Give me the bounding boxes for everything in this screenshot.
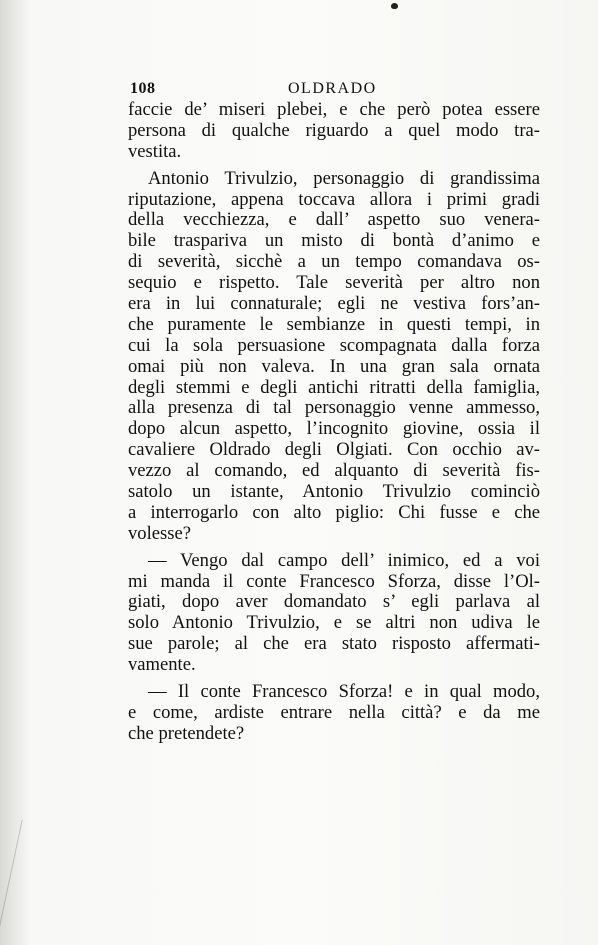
text-line: faccie de’ miseri plebei, e che però potea essere xyxy=(128,99,540,120)
text-line: alla presenza di tal personaggio venne ammesso, xyxy=(128,397,540,419)
text-line: sequio e rispetto. Tale severità per altro non xyxy=(128,272,540,294)
paragraph xyxy=(128,682,540,745)
text-line: Antonio Trivulzio, personaggio di grandissima xyxy=(148,167,540,189)
page-number: 108 xyxy=(130,80,156,97)
text-line: che puramente le sembianze in questi tempi, in xyxy=(128,313,540,335)
text-line: sue parole; al che era stato risposto affermati- xyxy=(128,633,540,655)
body-text xyxy=(128,100,540,745)
text-line: che pretendete? xyxy=(128,722,245,744)
text-line: di severità, sicchè a un tempo comandava os- xyxy=(128,251,540,273)
text-line: cui la sola persuasione scompagnata dalla forza xyxy=(128,334,540,356)
text-line: degli stemmi e degli antichi ritratti della famiglia, xyxy=(128,376,540,398)
text-line: solo Antonio Trivulzio, e se altri non udiva le xyxy=(128,612,540,634)
text-line: dopo alcun aspetto, l’incognito giovine, ossia il xyxy=(128,418,540,440)
text-line: mi manda il conte Francesco Sforza, disse l’Ol- xyxy=(128,570,540,592)
text-line: era in lui connaturale; egli ne vestiva fors’an- xyxy=(128,293,540,315)
paragraph xyxy=(128,100,540,163)
binding-shadow xyxy=(0,0,30,945)
text-line: omai più non valeva. In una gran sala ornata xyxy=(128,355,540,377)
text-line: volesse? xyxy=(128,522,191,544)
text-line: bile traspariva un misto di bontà d’animo e xyxy=(128,230,540,252)
text-line: vestita. xyxy=(128,140,182,162)
page-header xyxy=(130,80,540,100)
text-line: riputazione, appena toccava allora i primi gradi xyxy=(128,188,540,210)
ink-blot-mark xyxy=(391,3,398,9)
text-line: — Il conte Francesco Sforza! e in qual modo, xyxy=(148,681,540,703)
text-line: cavaliere Oldrado degli Olgiati. Con occhio av- xyxy=(128,439,540,461)
text-line: persona di qualche riguardo a quel modo tra- xyxy=(128,119,540,141)
paragraph xyxy=(128,169,540,545)
text-line: satolo un istante, Antonio Trivulzio cominciò xyxy=(128,481,540,503)
running-head: OLDRADO xyxy=(288,80,377,97)
text-line: vamente. xyxy=(128,654,196,676)
paragraph xyxy=(128,551,540,676)
text-line: e come, ardiste entrare nella città? e da me xyxy=(128,701,540,723)
text-line: a interrogarlo con alto piglio: Chi fusse e che xyxy=(128,501,540,523)
text-line: vezzo al comando, ed alquanto di severità fis- xyxy=(128,460,540,482)
text-line: della vecchiezza, e dall’ aspetto suo venera- xyxy=(128,209,540,231)
text-line: giati, dopo aver domandato s’ egli parlava al xyxy=(128,591,540,613)
text-line: — Vengo dal campo dell’ inimico, ed a voi xyxy=(148,549,540,571)
